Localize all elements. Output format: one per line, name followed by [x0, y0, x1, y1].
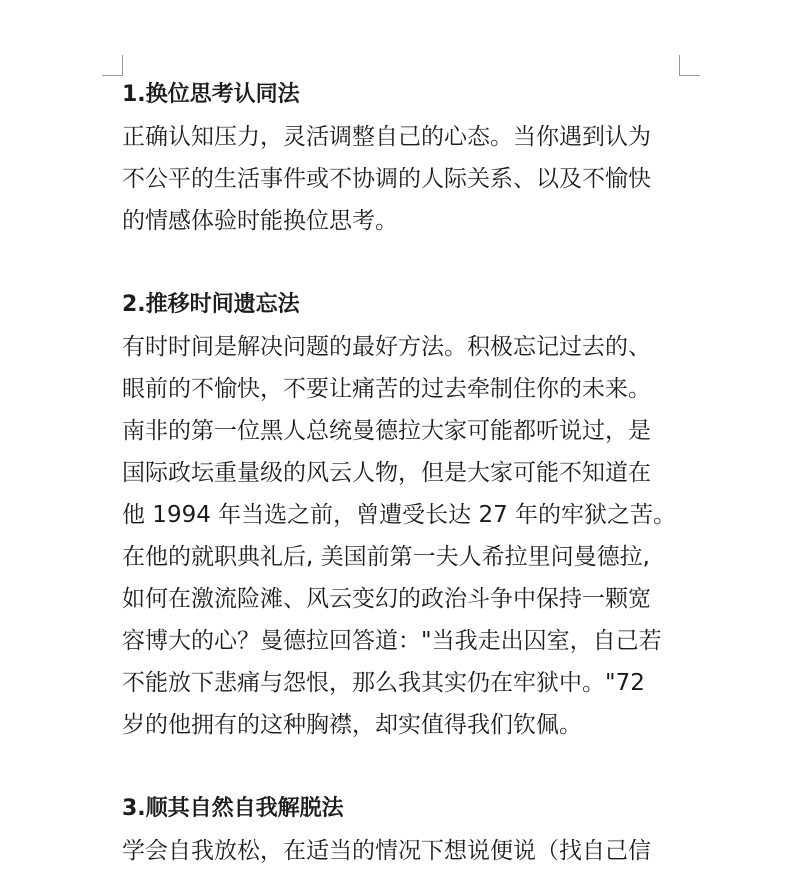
paragraph-line: 眼前的不愉快，不要让痛苦的过去牵制住你的未来。 [122, 376, 651, 402]
section-spacer [122, 242, 690, 284]
section-heading: 2.推移时间遗忘法 [122, 292, 300, 317]
section-2 [122, 284, 690, 746]
page-margin-corner-left [102, 55, 123, 76]
paragraph-line: 如何在激流险滩、风云变幻的政治斗争中保持一颗宽 [122, 586, 651, 612]
paragraph-line: 不能放下悲痛与怨恨，那么我其实仍在牢狱中。"72 [122, 670, 645, 696]
paragraph-line: 正确认知压力，灵活调整自己的心态。当你遇到认为 [122, 124, 651, 150]
document-body [122, 74, 690, 872]
paragraph-line: 南非的第一位黑人总统曼德拉大家可能都听说过，是 [122, 418, 651, 444]
paragraph-line: 国际政坛重量级的风云人物，但是大家可能不知道在 [122, 460, 651, 486]
paragraph-line: 他 1994 年当选之前，曾遭受长达 27 年的牢狱之苦。 [122, 502, 677, 528]
paragraph-line: 在他的就职典礼后, 美国前第一夫人希拉里问曼德拉, [122, 544, 650, 570]
section-spacer [122, 746, 690, 788]
page-margin-corner-right [679, 55, 700, 76]
paragraph-line: 容博大的心？曼德拉回答道："当我走出囚室，自己若 [122, 628, 662, 654]
paragraph-line: 有时时间是解决问题的最好方法。积极忘记过去的、 [122, 334, 651, 360]
paragraph-line: 学会自我放松，在适当的情况下想说便说（找自己信 [122, 838, 651, 864]
paragraph-line: 的情感体验时能换位思考。 [122, 208, 398, 234]
paragraph-line: 岁的他拥有的这种胸襟，却实值得我们钦佩。 [122, 712, 582, 738]
section-1 [122, 74, 690, 242]
paragraph-line: 不公平的生活事件或不协调的人际关系、以及不愉快 [122, 166, 651, 192]
section-heading: 1.换位思考认同法 [122, 82, 300, 107]
section-3 [122, 788, 690, 872]
section-heading: 3.顺其自然自我解脱法 [122, 796, 344, 821]
